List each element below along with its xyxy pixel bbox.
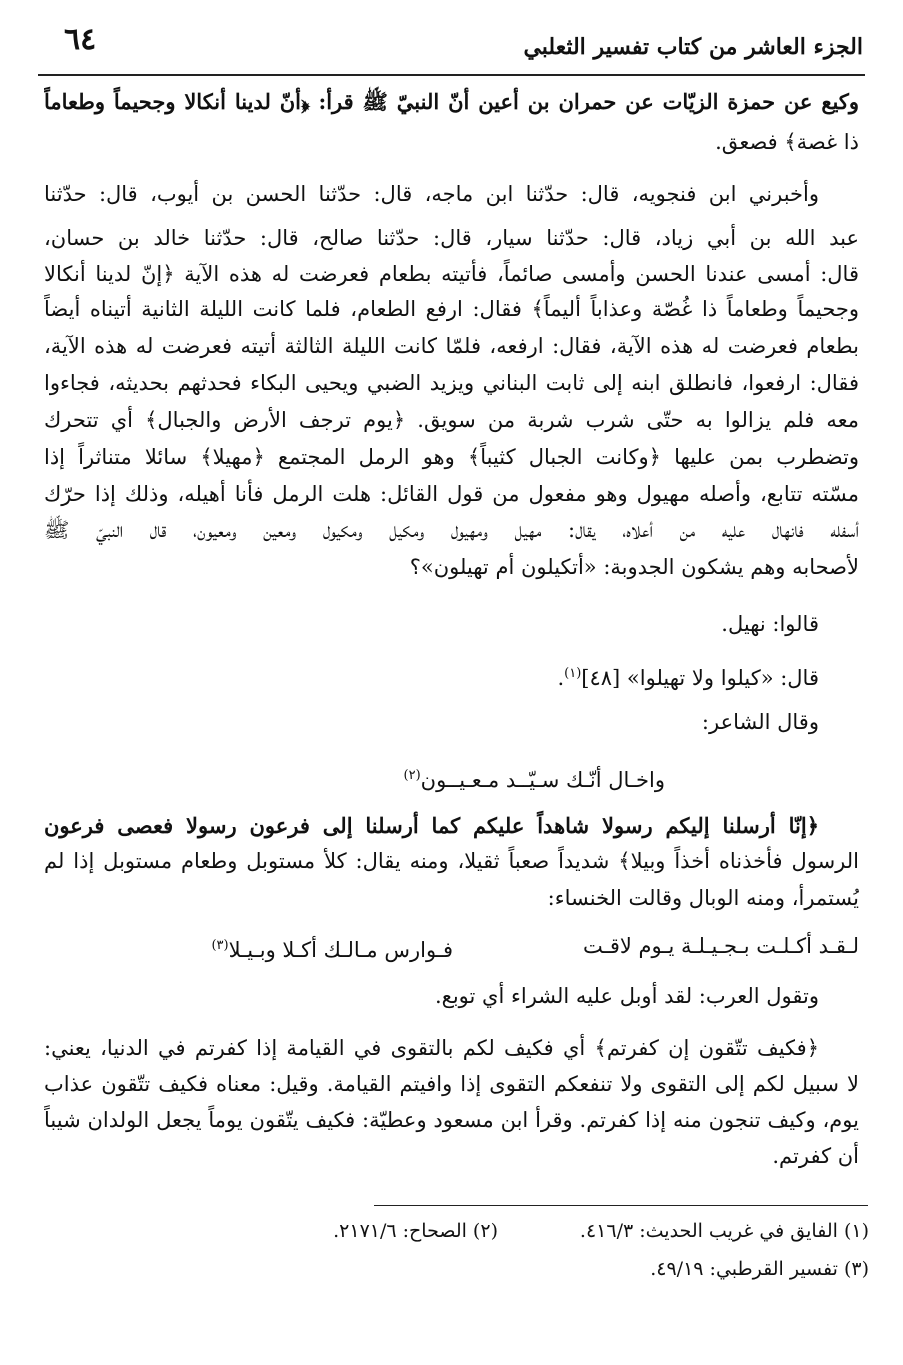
text-line: وتقول العرب: لقد أوبل عليه الشراء أي توبع. [434,984,819,1008]
text-line: لا سبيل لكم إلى التقوى ولا تنفعكم التقوى إذا وافيتم القيامة. وقيل: معناه فكيف تتّقون عذاب [44,1072,859,1096]
text-line: قال: أمسى عندنا الحسن وأمسى صائماً، فأتيته بطعام فعرضت له هذه الآية ﴿إنّ لدينا أنكالا [44,262,859,286]
text-line: معه فلم يزالوا به حتّى شرب شربة من سويق. ﴿يوم ترجف الأرض والجبال﴾ أي تتحرك [44,408,859,432]
text-line: ذا غصة﴾ فصعق. [715,130,859,154]
text-line: قالوا: نهيل. [721,612,819,636]
poem-hemistich: لـقـد أكـلـت بـجـيـلـة يـوم لاقـت [583,934,859,958]
text-line: أسفله فانهال عليه من أعلاه، يقال: مهيل ومهيول ومكيل ومكيول ومعين ومعيون، قال النبيّ ﷺ [44,518,859,542]
header-divider [38,74,865,76]
text-line: يوم، وكيف تنجون منه إذا كفرتم. وقرأ ابن مسعود وعطيّة: فكيف يتّقون يوماً يجعل الولدان شيباً [44,1108,859,1132]
text-line: وكيع عن حمزة الزيّات عن حمران بن أعين أنّ النبيّ ﷺ قرأ: ﴿أنّ لدينا أنكالا وجحيماً وطعاماً [44,89,859,114]
footnote: (٢) الصحاح: ٢١٧١/٦. [333,1220,498,1242]
text-line: قال: «كيلوا ولا تهيلوا» [٤٨]$^{(١)}$. [557,666,819,690]
text-line: أن كفرتم. [772,1144,859,1168]
footnote-ref: (٢) [403,768,421,783]
text-line: وتضطرب بمن عليها ﴿وكانت الجبال كثيباً﴾ وهو الرمل المجتمع ﴿مهيلا﴾ سائلا متناثراً إذا [44,445,859,469]
text-line: لأصحابه وهم يشكون الجدوبة: «أتكيلون أم تهيلون»؟ [409,555,859,579]
text-line: الرسول فأخذناه أخذاً وبيلا﴾ شديداً صعباً ثقيلا، ومنه يقال: كلأ مستوبل وطعام مستوبل إذا لم [44,849,859,873]
page-number: ٦٤ [64,22,97,57]
text-line: فقال: ارفعوا، فانطلق ابنه إلى ثابت البناني ويزيد الضبي ويحيى البكاء فحدثهم بحديثه، فجاءوا [44,371,859,395]
footnote-divider [374,1205,868,1206]
text-line: ﴿فكيف تتّقون إن كفرتم﴾ أي فكيف لكم بالتقوى في القيامة إذا كفرتم في الدنيا، يعني: [44,1036,819,1060]
poem-hemistich: فـوارس مـالـك أكـلا وبـيـلا$^{(٣)}$ [211,938,453,962]
text-line: بطعام فعرضت له هذه الآية، فقال: ارفعه، فلمّا كانت الليلة الثالثة أتيته فعرضت له هذه الآية، [44,334,859,358]
footnote-ref: (٣) [211,938,229,953]
text-line: عبد الله بن أبي زياد، قال: حدّثنا سيار، قال: حدّثنا صالح، قال: حدّثنا خالد بن حسان، [44,226,859,250]
text-line: ﴿إنّا أرسلنا إليكم رسولا شاهداً عليكم كما أرسلنا إلى فرعون رسولا فعصى فرعون [44,813,819,838]
footnote: (٣) تفسير القرطبي: ٤٩/١٩. [650,1258,869,1280]
text-line: يُستمرأ، ومنه الوبال وقالت الخنساء: [547,886,859,910]
footnote-ref: (١) [564,666,582,681]
running-header-title: الجزء العاشر من كتاب تفسير الثعلبي [523,34,863,60]
text-line: وأخبرني ابن فنجويه، قال: حدّثنا ابن ماجه، قال: حدّثنا الحسن بن أيوب، قال: حدّثنا [44,182,819,206]
footnote: (١) الفايق في غريب الحديث: ٤١٦/٣. [579,1220,869,1242]
text-line: مسّته تتابع، وأصله مهيول وهو مفعول من قول القائل: هلت الرمل فأنا أهيله، وذلك إذا حرّك [44,482,859,506]
poem-verse: واخـال أنّـك سـيّــد مـعـيــون$^{(٢)}$ [403,768,665,792]
text-line: وجحيماً وطعاماً ذا غُصّة وعذاباً أليماً﴾ فقال: ارفع الطعام، فلما كانت الليلة الثانية أتيناه أيضاً [44,297,859,321]
text-line: وقال الشاعر: [701,710,819,734]
